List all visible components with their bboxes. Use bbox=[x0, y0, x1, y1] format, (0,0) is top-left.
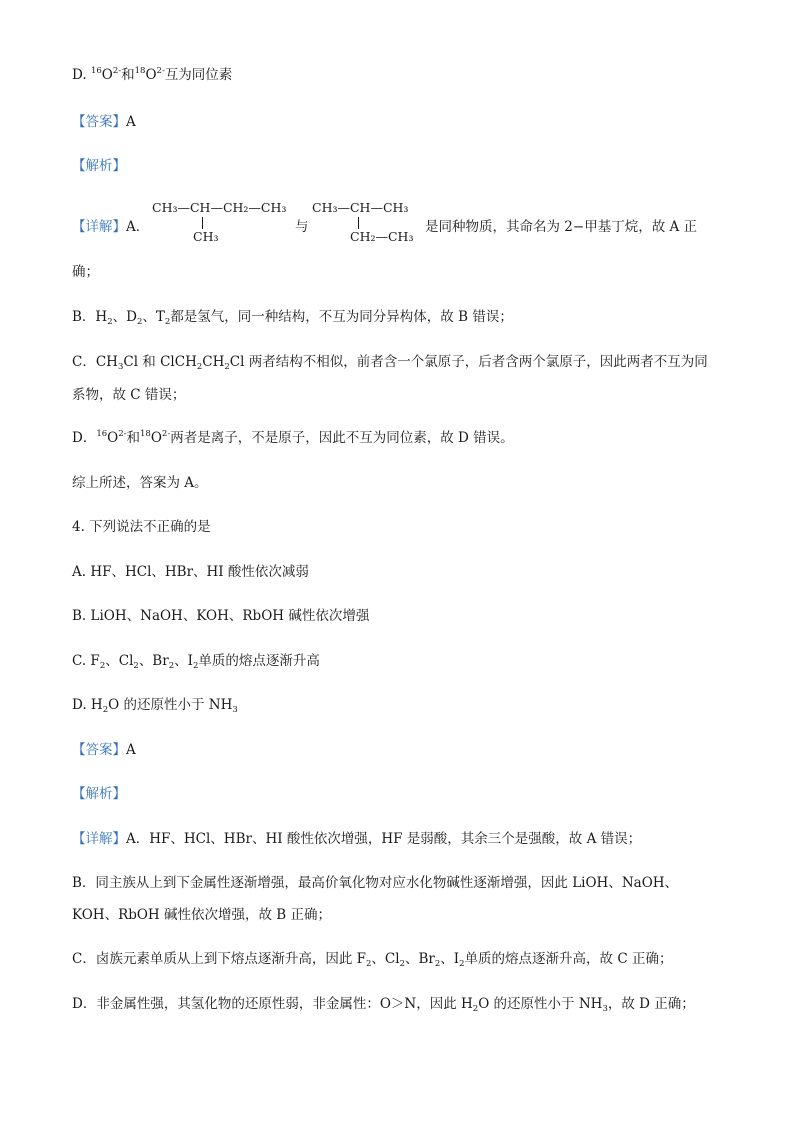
q3-explain-b: B．$H_2$、$D_2$、$T_2$都是氢气，同一种结构，不互为同分异构体，故 B 错误； bbox=[72, 309, 513, 327]
answer-tag: 【答案】 bbox=[72, 114, 126, 130]
q4-answer: 【答案】A bbox=[72, 742, 136, 758]
q3-explain-c-line1: C．$CH_3Cl$ 和 $ClCH_2CH_2Cl$ 两者结构不相似，前者含一个氯原子，后者含两个氯原子，因此两者不互为同 bbox=[72, 354, 708, 372]
q3-option-d: D. $^{16}O^{2-}$和$^{18}O^{2-}$互为同位素 bbox=[72, 66, 233, 83]
formula1-bond bbox=[202, 217, 203, 229]
q3-detail-a-prefix: 【详解】A． bbox=[72, 219, 150, 235]
detail-tag: 【详解】 bbox=[72, 831, 126, 847]
formula2-branch: CH₂—CH₃ bbox=[350, 229, 414, 244]
answer-tag: 【答案】 bbox=[72, 742, 126, 758]
q4-explain-d: D．非金属性强，其氢化物的还原性弱，非金属性：O＞N，因此 $H_2O$ 的还原性小于 $NH_3$，故 D 正确； bbox=[72, 996, 695, 1014]
q4-option-a: A. HF、HCl、HBr、HI 酸性依次减弱 bbox=[72, 564, 309, 580]
q4-explain-c: C．卤族元素单质从上到下熔点逐渐升高，因此 $F_2$、$Cl_2$、$Br_2$、$I_2$单质的熔点逐渐升高，故 C 正确； bbox=[72, 951, 673, 969]
structural-formula-2 bbox=[312, 200, 422, 246]
q4-option-c: C. $F_2$、$Cl_2$、$Br_2$、$I_2$单质的熔点逐渐升高 bbox=[72, 653, 320, 671]
q4-explain-b-line1: B．同主族从上到下金属性逐渐增强，最高价氧化物对应水化物碱性逐渐增强，因此 LiOH、NaOH、 bbox=[72, 875, 679, 891]
q3-detail-join: 与 bbox=[295, 219, 309, 235]
formula2-bond bbox=[358, 217, 359, 229]
q4-option-b: B. LiOH、NaOH、KOH、RbOH 碱性依次增强 bbox=[72, 608, 370, 624]
formula2-main-chain: CH₃—CH—CH₃ bbox=[312, 200, 409, 215]
q3-explain-d: D．$^{16}O^{2-}$和$^{18}O^{2-}$两者是离子，不是原子，因此不互为同位素，故 D 错误。 bbox=[72, 429, 514, 446]
q3-answer: 【答案】A bbox=[72, 114, 136, 130]
detail-tag: 【详解】 bbox=[72, 219, 126, 235]
formula1-branch: CH₃ bbox=[193, 229, 219, 244]
q3-analysis-tag: 【解析】 bbox=[72, 158, 126, 174]
formula1-main-chain: CH₃—CH—CH₂—CH₃ bbox=[152, 200, 287, 215]
q3-explain-c-line2: 系物，故 C 错误； bbox=[72, 387, 186, 403]
q4-option-d: D. $H_2O$ 的还原性小于 $NH_3$ bbox=[72, 697, 238, 715]
structural-formula-1 bbox=[152, 200, 302, 246]
q4-analysis-tag: 【解析】 bbox=[72, 786, 126, 802]
q3-detail-wrap: 确； bbox=[72, 264, 99, 280]
q3-detail-text: 是同种物质，其命名为 2−甲基丁烷，故 A 正 bbox=[425, 219, 698, 235]
q3-summary: 综上所述，答案为 A。 bbox=[72, 475, 208, 491]
q4-question: 4. 下列说法不正确的是 bbox=[72, 519, 211, 535]
q4-explain-a: 【详解】A．HF、HCl、HBr、HI 酸性依次增强，HF 是弱酸，其余三个是强酸，故 A 错误； bbox=[72, 831, 642, 847]
q4-explain-b-line2: KOH、RbOH 碱性依次增强，故 B 正确； bbox=[72, 907, 332, 923]
